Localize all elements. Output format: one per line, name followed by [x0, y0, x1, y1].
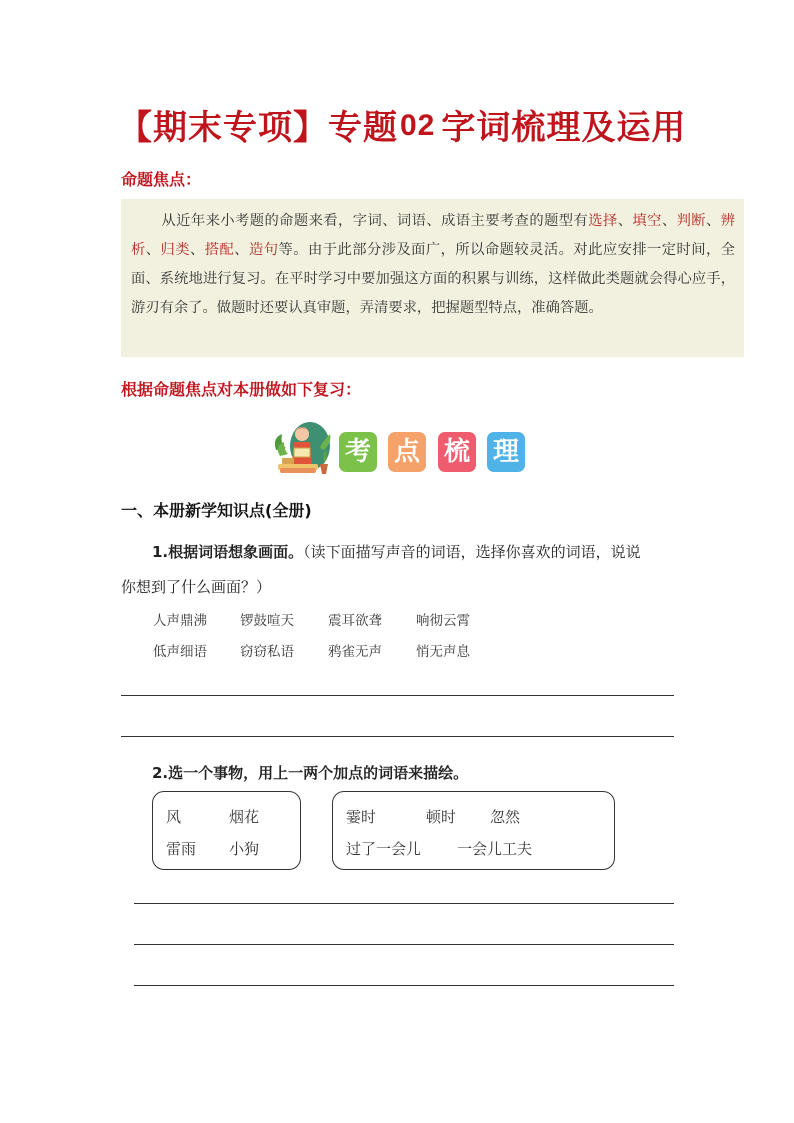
q1-word: 鸦雀无声	[328, 644, 382, 660]
q1-number: 1.	[152, 543, 169, 561]
focus-text-segment: 、	[617, 213, 633, 229]
q2-number: 2.	[152, 764, 169, 782]
review-heading: 根据命题焦点对本册做如下复习：	[121, 380, 362, 399]
dotted-words-box	[332, 791, 615, 870]
dotted-word: 顿时	[426, 808, 457, 826]
focus-text-segment: 从近年来小考题的命题来看，字词、词语、成语主要考查的题型有	[161, 213, 589, 229]
answer-line	[134, 985, 674, 986]
section-title: 一、本册新学知识点(全册)	[121, 501, 312, 520]
page-title	[118, 100, 686, 149]
q1-bold: 根据词语想象画面。	[168, 543, 304, 561]
question-type-keyword: 选择	[588, 213, 618, 229]
answer-line	[121, 695, 674, 696]
q1-word: 窃窃私语	[240, 644, 294, 660]
q1-word: 震耳欲聋	[328, 613, 382, 629]
focus-paragraph	[131, 207, 735, 323]
focus-text-segment: 、	[190, 242, 205, 258]
banner-tile-4: 理	[487, 432, 525, 472]
answer-line	[134, 903, 674, 904]
title-suffix: 字词梳理及运用	[441, 108, 687, 148]
title-prefix: 【期末专项】专题	[118, 108, 398, 148]
dotted-word: 一会儿工夫	[457, 840, 533, 858]
question-type-keyword: 造句	[249, 242, 279, 258]
subject-word: 雷雨	[166, 840, 197, 858]
question-type-keyword: 搭配	[204, 242, 235, 258]
focus-text-segment: 、	[145, 242, 161, 258]
banner-tile-2: 点	[388, 432, 426, 472]
q1-word: 低声细语	[153, 644, 207, 660]
banner-tile-1: 考	[339, 432, 377, 472]
dotted-word: 忽然	[490, 808, 521, 826]
focus-text-segment: 、	[661, 213, 677, 229]
q1-word: 人声鼎沸	[153, 613, 207, 629]
q1-word: 悄无声息	[416, 644, 470, 660]
dotted-word: 霎时	[346, 808, 377, 826]
q1-prompt-line2: 你想到了什么画面？）	[121, 578, 272, 596]
focus-heading: 命题焦点：	[121, 170, 202, 189]
q2-bold: 选一个事物，用上一两个加点的词语来描绘。	[168, 764, 469, 782]
kaodian-banner	[270, 420, 530, 476]
q1-word: 响彻云霄	[416, 613, 470, 629]
q1-prompt	[152, 541, 641, 562]
focus-text-segment: 等。由于此部分涉及面广，所以命题较灵活。对此应安排一定时间，全面、系统地进行复习。在平时学习中要加强这方面的积累与训练，这样做此类题就会得心应手，游刃有余了。做题时还要认真审题，弄清要求，把握题型特点，准确答题。	[131, 242, 736, 316]
q1-word: 锣鼓喧天	[240, 613, 294, 629]
title-number: 02	[400, 109, 436, 142]
focus-text-segment: 、	[234, 242, 249, 258]
question-type-keyword: 辨析	[131, 213, 736, 258]
focus-box	[121, 199, 744, 357]
subject-word: 小狗	[229, 840, 260, 858]
question-type-keyword: 归类	[160, 242, 190, 258]
reading-girl-illustration	[270, 420, 334, 476]
subject-word: 烟花	[229, 808, 260, 826]
q1-rest: （读下面描写声音的词语，选择你喜欢的词语，说说	[303, 543, 641, 561]
answer-line	[121, 736, 674, 737]
focus-text-segment: 、	[706, 213, 721, 229]
question-type-keyword: 判断	[676, 213, 706, 229]
subject-box	[152, 791, 301, 870]
question-type-keyword: 填空	[632, 213, 662, 229]
subject-word: 风	[166, 808, 182, 826]
answer-line	[134, 944, 674, 945]
q2-prompt	[152, 762, 468, 783]
dotted-word: 过了一会儿	[346, 840, 422, 858]
banner-tile-3: 梳	[438, 432, 476, 472]
